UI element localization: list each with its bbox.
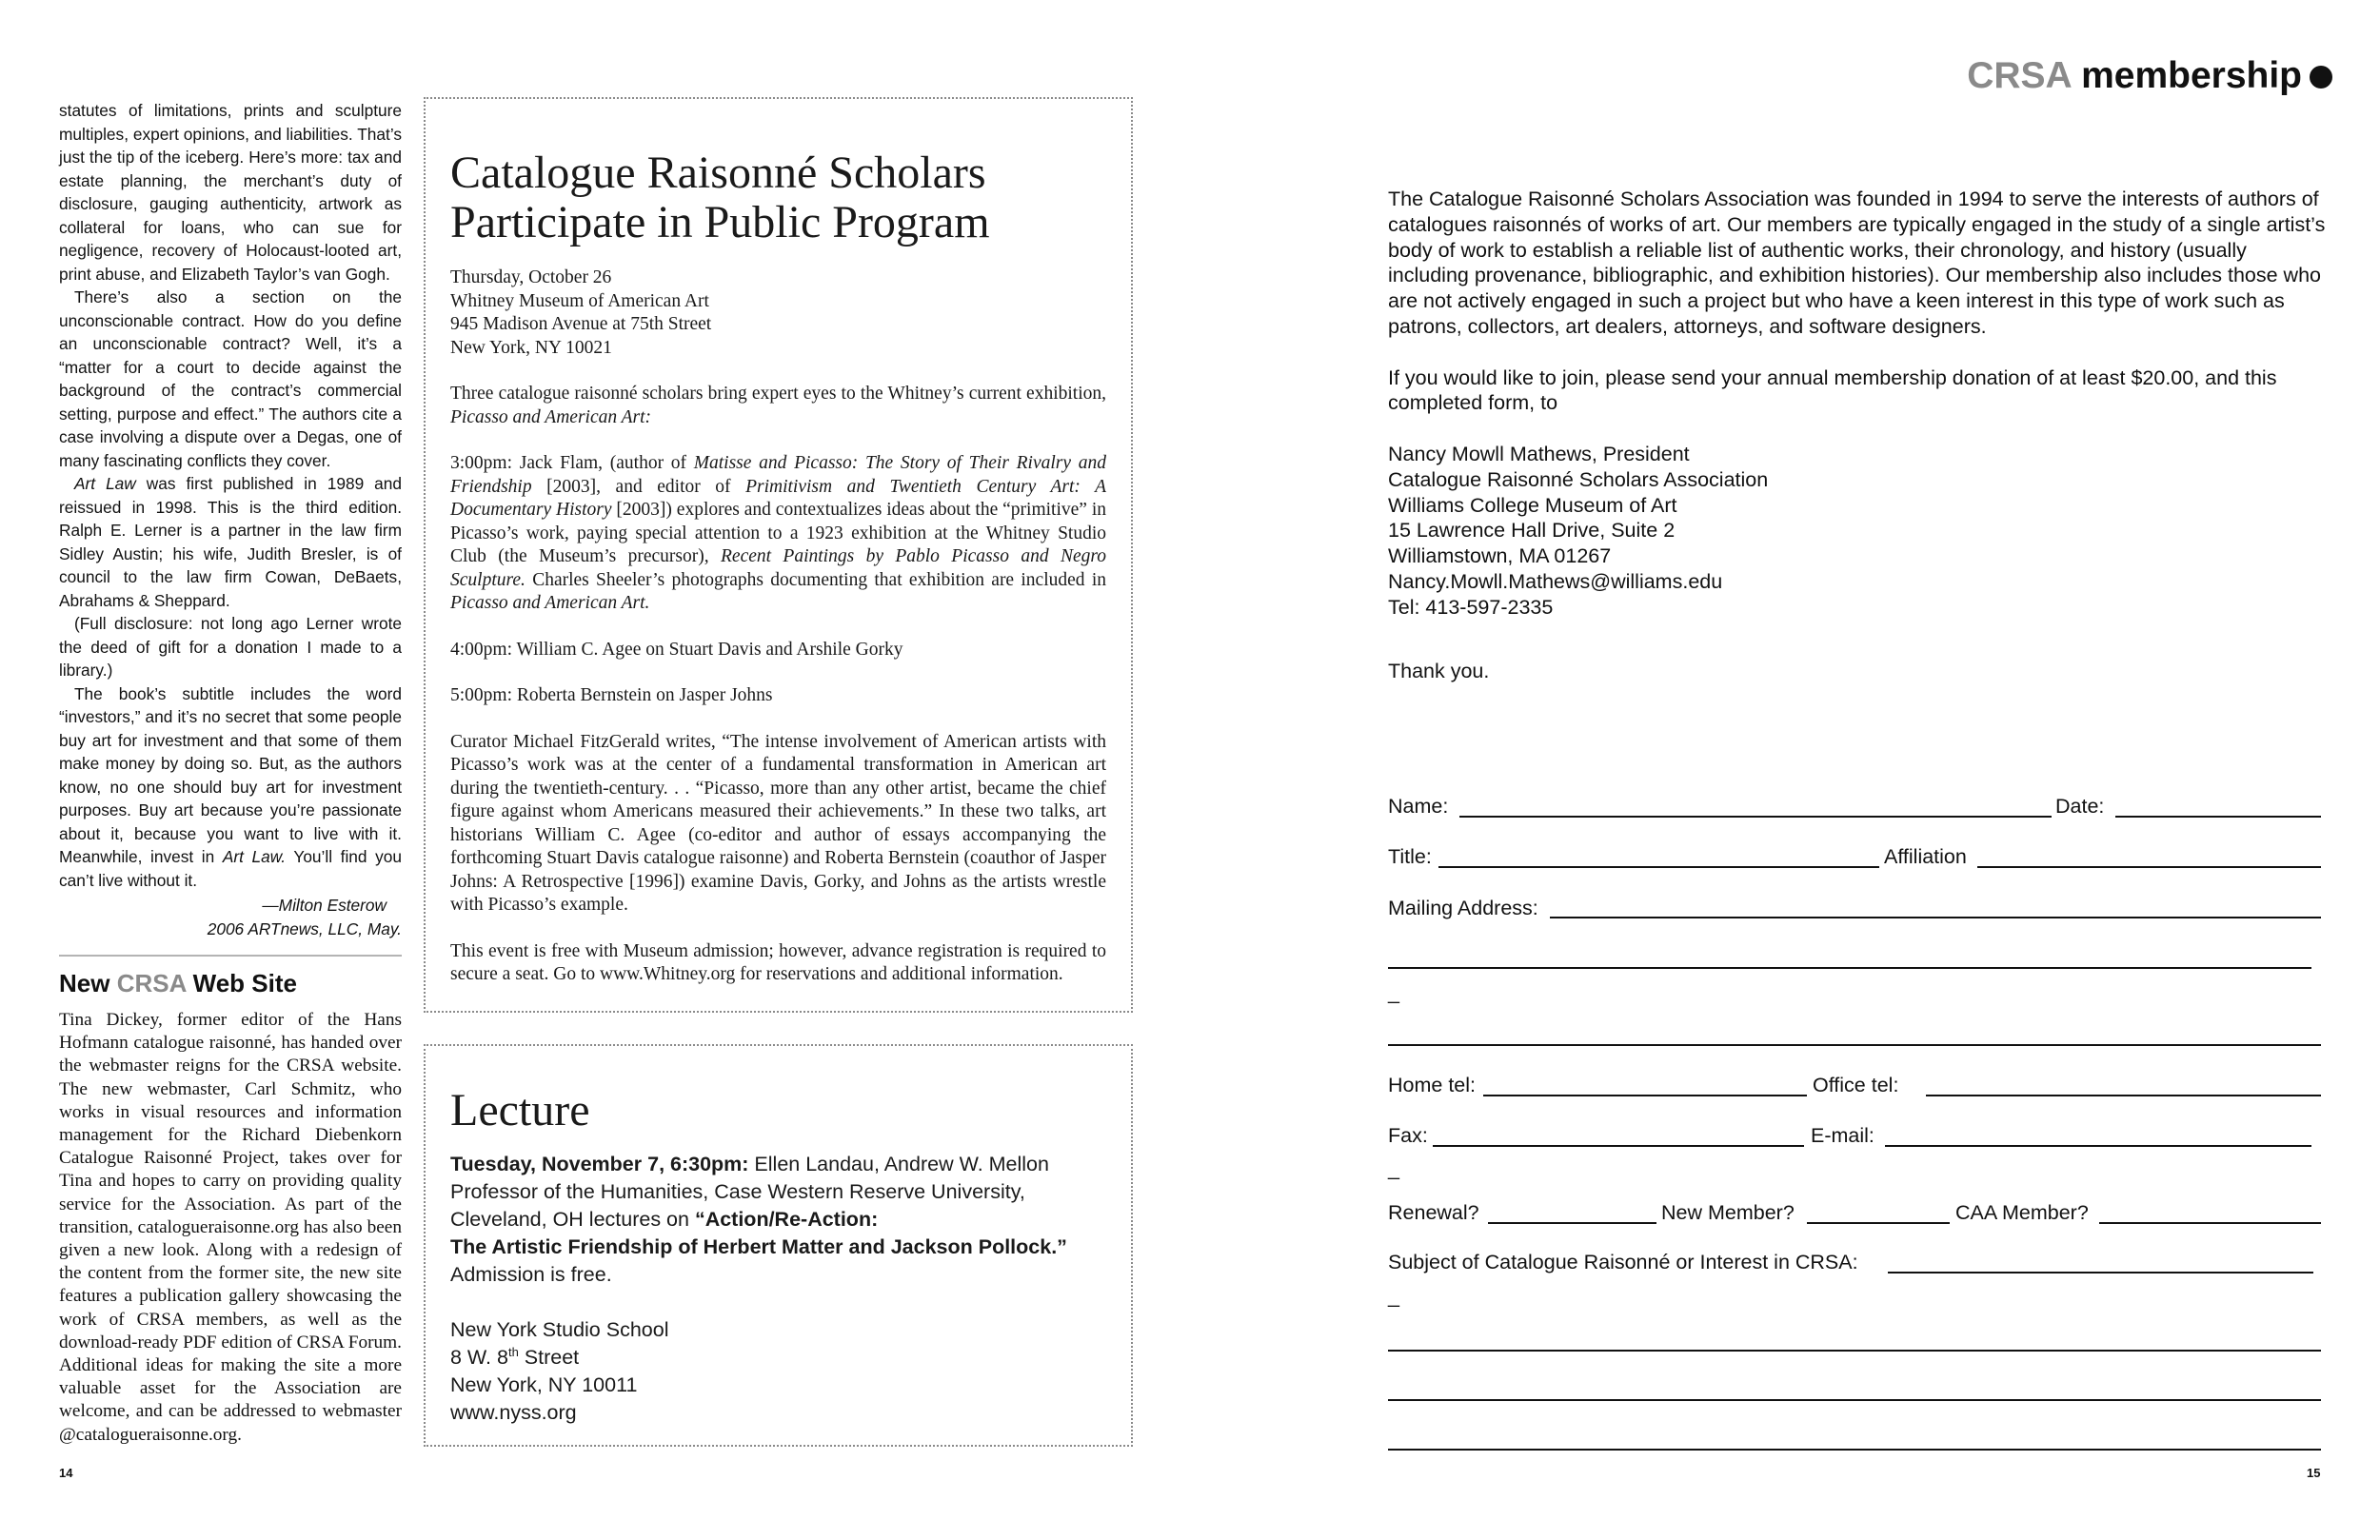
- program-box: [424, 97, 1133, 1013]
- review-paragraph: (Full disclosure: not long ago Lerner wrote the deed of gift for a donation I made to a library.): [59, 614, 402, 680]
- renewal-field[interactable]: [1488, 1222, 1656, 1224]
- lecture-street: 8 W. 8th Street: [450, 1344, 580, 1369]
- form-dash: _: [1388, 1157, 1399, 1180]
- fax-label: Fax:: [1388, 1124, 1428, 1147]
- contact-line: 15 Lawrence Hall Drive, Suite 2: [1388, 519, 1676, 543]
- new-member-label: New Member?: [1661, 1201, 1795, 1224]
- review-paragraph: There’s also a section on the unconscionable contract. How do you define an unconscionable contract? Well, it’s a “matter for a court to decide against the background of the contract’s commercial setting, purpose and effect.” The authors cite a case involving a dispute over a Degas, one of many fascinating conflicts they cover.: [59, 287, 402, 470]
- page-number-left: 14: [59, 1466, 73, 1480]
- review-column: [59, 99, 402, 940]
- program-address: Thursday, October 26: [450, 267, 612, 287]
- lecture-description: Tuesday, November 7, 6:30pm: Ellen Landau, Andrew W. Mellon Professor of the Humanities, Case Western Reserve University, Cleveland, OH lectures on “Action/Re-Action: The Artistic Friendship of Herbert Matter and Jackson Pollock.” Admission is free.: [450, 1153, 1067, 1286]
- lecture-box: [424, 1044, 1133, 1447]
- subject-field-4[interactable]: [1388, 1449, 2321, 1451]
- program-talk-1: 3:00pm: Jack Flam, (author of Matisse and Picasso: The Story of Their Rivalry and Friendship [2003], and editor of Primitivism and Twentieth Century Art: A Documentary History [2003]) explores and contextualizes ideas about the “primitive” in Picasso’s work, paying special attention to a 1923 exhibition at the Whitney Studio Club (the Museum’s precursor), Recent Paintings by Pablo Picasso and Negro Sculpture. Charles Sheeler’s photographs documenting that exhibition are included in Picasso and American Art.: [450, 453, 1106, 613]
- subject-field[interactable]: [1888, 1272, 2313, 1273]
- title-field[interactable]: [1438, 866, 1879, 868]
- program-address: New York, NY 10021: [450, 337, 612, 358]
- signature-name: —Milton Esterow: [262, 896, 387, 915]
- office-tel-field[interactable]: [1926, 1095, 2321, 1096]
- date-label: Date:: [2055, 795, 2105, 818]
- email-field[interactable]: [1885, 1145, 2311, 1147]
- lecture-venue: New York Studio School: [450, 1318, 669, 1341]
- home-tel-field[interactable]: [1483, 1095, 1807, 1096]
- title-label: Title:: [1388, 845, 1432, 868]
- program-talk-2: 4:00pm: William C. Agee on Stuart Davis and Arshile Gorky: [450, 639, 903, 660]
- lecture-website[interactable]: www.nyss.org: [450, 1401, 577, 1424]
- contact-line: Nancy Mowll Mathews, President: [1388, 442, 1690, 465]
- contact-email[interactable]: Nancy.Mowll.Mathews@williams.edu: [1388, 569, 1723, 593]
- program-intro: Three catalogue raisonné scholars bring expert eyes to the Whitney’s current exhibition, Picasso and American Art:: [450, 384, 1106, 427]
- lecture-city: New York, NY 10011: [450, 1373, 638, 1396]
- date-field[interactable]: [2115, 816, 2321, 818]
- mailing-address-field-2[interactable]: [1388, 967, 2311, 969]
- membership-join: If you would like to join, please send your annual membership donation of at least $20.00, and this completed form, to: [1388, 365, 2277, 415]
- book-title: Art Law: [74, 474, 136, 493]
- renewal-label: Renewal?: [1388, 1201, 1479, 1224]
- contact-line: Tel: 413-597-2335: [1388, 595, 1554, 619]
- name-label: Name:: [1388, 795, 1449, 818]
- affiliation-label: Affiliation: [1884, 845, 1967, 868]
- caa-member-field[interactable]: [2099, 1222, 2321, 1224]
- fax-field[interactable]: [1433, 1145, 1804, 1147]
- office-tel-label: Office tel:: [1813, 1074, 1899, 1096]
- mailing-address-field[interactable]: [1550, 917, 2321, 918]
- web-site-heading: New CRSA Web Site: [59, 969, 297, 997]
- program-address: Whitney Museum of American Art: [450, 290, 709, 311]
- mailing-address-field-3[interactable]: [1388, 1044, 2321, 1046]
- contact-line: Williams College Museum of Art: [1388, 493, 1677, 517]
- bullet-dot-icon: [2310, 66, 2332, 89]
- form-dash: _: [1388, 1285, 1399, 1308]
- mailing-address-label: Mailing Address:: [1388, 897, 1538, 919]
- subject-label: Subject of Catalogue Raisonné or Interest in CRSA:: [1388, 1251, 1858, 1273]
- membership-intro: The Catalogue Raisonné Scholars Association was founded in 1994 to serve the interests of authors of catalogues raisonnés of works of art. Our members are typically engaged in the study of a single artist’s body of work to establish a reliable list of authentic works, their chronology, and history (usually including provenance, bibliographic, and exhibition histories). Our membership also includes those who are not actively engaged in such a project but who have a keen interest in this type of work such as patrons, collectors, art dealers, attorneys, and software designers.: [1388, 188, 2326, 338]
- page-number-right: 15: [2307, 1466, 2321, 1480]
- lecture-title: Lecture: [450, 1085, 590, 1135]
- lecture-body: [450, 1151, 1106, 1427]
- membership-header: CRSA membership: [1933, 48, 2332, 105]
- program-talk-3: 5:00pm: Roberta Bernstein on Jasper Johns: [450, 685, 773, 705]
- signature-source: 2006 ARTnews, LLC, May.: [207, 918, 402, 938]
- email-label: E-mail:: [1811, 1124, 1874, 1147]
- home-tel-label: Home tel:: [1388, 1074, 1477, 1096]
- review-paragraph: Art Law was first published in 1989 and reissued in 1998. This is the third edition. Ralph E. Lerner is a partner in the law firm Sidley Austin; his wife, Judith Bresler, is of council to the law firm Cowan, DeBaets, Abrahams & Sheppard.: [59, 474, 402, 610]
- name-field[interactable]: [1459, 816, 2052, 818]
- book-title: Art Law.: [222, 847, 287, 866]
- membership-text: [1388, 187, 2330, 683]
- subject-field-2[interactable]: [1388, 1350, 2321, 1352]
- contact-line: Williamstown, MA 01267: [1388, 544, 1612, 568]
- subject-field-3[interactable]: [1388, 1399, 2321, 1401]
- program-address: 945 Madison Avenue at 75th Street: [450, 314, 712, 334]
- program-admission: This event is free with Museum admission; however, advance registration is required to secure a seat. Go to www.Whitney.org for reservations and additional information.: [450, 940, 1106, 984]
- program-body: [450, 267, 1106, 987]
- contact-line: Catalogue Raisonné Scholars Association: [1388, 467, 1769, 491]
- section-divider: [59, 955, 402, 957]
- affiliation-field[interactable]: [1977, 866, 2321, 868]
- thank-you: Thank you.: [1388, 659, 1490, 682]
- web-site-body: Tina Dickey, former editor of the Hans Hofmann catalogue raisonné, has handed over the webmaster reigns for the CRSA website. The new webmaster, Carl Schmitz, who works in visual resources and information management for the Richard Diebenkorn Catalogue Raisonné Project, takes over for Tina and hopes to carry on providing quality service for the Association. As part of the transition, catalogueraisonne.org has also been given a new look. Along with a redesign of the content from the former site, the new site features a publication gallery showcasing the work of CRSA members, as well as the download-ready PDF edition of CRSA Forum. Additional ideas for making the site a more valuable asset for the Association are welcome, and can be addressed to webmaster @catalogueraisonne.org.: [59, 1010, 402, 1445]
- caa-member-label: CAA Member?: [1955, 1201, 2089, 1224]
- form-dash: _: [1388, 981, 1399, 1004]
- review-paragraph: statutes of limitations, prints and sculpture multiples, expert opinions, and liabilities. That’s just the tip of the iceberg. Here’s more: tax and estate planning, the merchant’s duty of disclosure, gauging authenticity, artwork as collateral for loans, who can sue for negligence, recovery of Holocaust-looted art, print abuse, and Elizabeth Taylor’s van Gogh.: [59, 101, 402, 284]
- program-title: Catalogue Raisonné Scholars Participate in Public Program: [450, 148, 990, 247]
- program-curator-quote: Curator Michael FitzGerald writes, “The intense involvement of American artists with Picasso’s work was at the center of a fundamental transformation in American art during the twentieth-century. . . “Picasso, more than any other artist, became the chief figure against whom Americans measured their achievements.” In these two talks, art historians William C. Agee (co-editor and author of essays accompanying the forthcoming Stuart Davis catalogue raisonne) and Roberta Bernstein (coauthor of Jasper Johns: A Retrospective [1996]) examine Davis, Gorky, and Johns as the artists wrestle with Picasso’s example.: [450, 731, 1106, 915]
- review-paragraph: The book’s subtitle includes the word “investors,” and it’s no secret that some people buy art for investment and that some of them make money by doing so. But, as the authors know, no one should buy art for investment purposes. Buy art because you’re passionate about it, because you want to live with it. Meanwhile, invest in Art Law. You’ll find you can’t live without it.: [59, 683, 402, 890]
- new-member-field[interactable]: [1807, 1222, 1950, 1224]
